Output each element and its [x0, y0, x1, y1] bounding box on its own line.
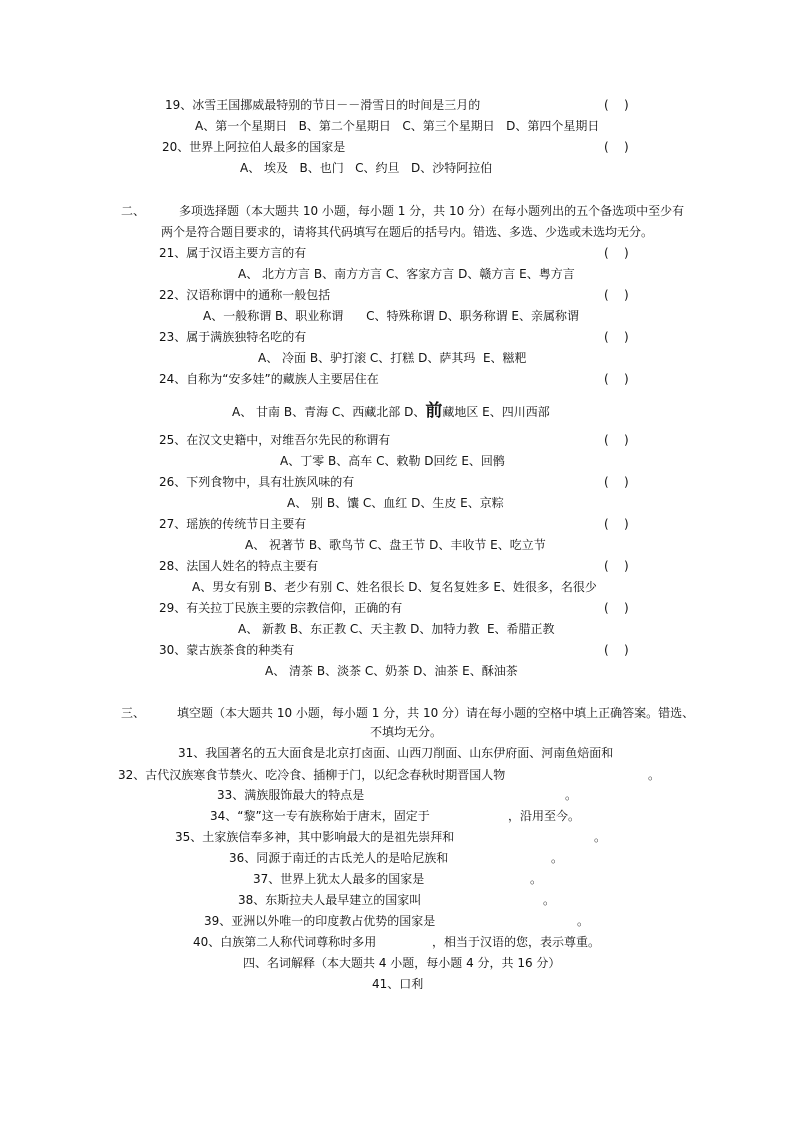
answer-paren-29: ( ) [604, 601, 629, 615]
section-4-heading: 四、名词解释（本大题共 4 小题，每小题 4 分，共 16 分） [243, 956, 561, 970]
question-24-options-part2: 藏地区 E、四川西部 [442, 405, 550, 419]
question-34-end: ，沿用至今。 [508, 809, 581, 823]
answer-paren-25: ( ) [604, 433, 629, 447]
question-40-end: ，相当于汉语的您，表示尊重。 [432, 935, 601, 949]
question-20-options: A、 埃及 B、也门 C、约旦 D、沙特阿拉伯 [240, 161, 493, 175]
question-36: 36、同源于南迁的古氐羌人的是哈尼族和 [229, 851, 449, 865]
answer-paren-30: ( ) [604, 643, 629, 657]
question-32: 32、古代汉族寒食节禁火、吃冷食、插柳于门，以纪念春秋时期晋国人物 [118, 768, 506, 782]
question-21: 21、属于汉语主要方言的有 [159, 246, 307, 260]
question-28-options: A、男女有别 B、老少有别 C、姓名很长 D、复名复姓多 E、姓很多，名很少 [192, 580, 597, 594]
question-30: 30、蒙古族茶食的种类有 [159, 643, 295, 657]
question-25-options: A、丁零 B、高车 C、敕勒 D回纥 E、回鹘 [280, 454, 505, 468]
question-22: 22、汉语称谓中的通称一般包括 [159, 288, 331, 302]
question-37: 37、世界上犹太人最多的国家是 [253, 872, 425, 886]
question-38: 38、东斯拉夫人最早建立的国家叫 [238, 893, 422, 907]
question-28: 28、法国人姓名的特点主要有 [159, 559, 319, 573]
question-21-options: A、 北方方言 B、南方方言 C、客家方言 D、赣方言 E、粤方言 [238, 267, 575, 281]
question-35: 35、土家族信奉多神，其中影响最大的是祖先崇拜和 [175, 830, 455, 844]
question-24-options [232, 403, 550, 420]
question-24: 24、自称为“安多娃”的藏族人主要居住在 [159, 372, 379, 386]
answer-paren-19: ( ) [604, 98, 629, 112]
answer-paren-20: ( ) [604, 140, 629, 154]
section-3-heading-line1: 填空题（本大题共 10 小题，每小题 1 分，共 10 分）请在每小题的空格中填上正确答案。错选、 [177, 706, 695, 720]
question-39-end: 。 [577, 914, 590, 928]
answer-paren-28: ( ) [604, 559, 629, 573]
question-29: 29、有关拉丁民族主要的宗教信仰，正确的有 [159, 601, 403, 615]
question-29-options: A、 新教 B、东正教 C、天主教 D、加特力教 E、希腊正教 [238, 622, 555, 636]
answer-paren-26: ( ) [604, 475, 629, 489]
question-32-end: 。 [648, 768, 661, 782]
question-33-end: 。 [565, 788, 578, 802]
question-24-options-large-glyph: 前 [425, 401, 443, 421]
answer-paren-24: ( ) [604, 372, 629, 386]
question-38-end: 。 [543, 893, 556, 907]
question-27-options: A、 祝著节 B、歌鸟节 C、盘王节 D、丰收节 E、吃立节 [245, 538, 546, 552]
answer-paren-22: ( ) [604, 288, 629, 302]
section-3-heading-line2: 不填均无分。 [370, 725, 443, 739]
question-26: 26、下列食物中，具有壮族风味的有 [159, 475, 355, 489]
question-20: 20、世界上阿拉伯人最多的国家是 [162, 140, 346, 154]
question-31: 31、我国著名的五大面食是北京打卤面、山西刀削面、山东伊府面、河南鱼焙面和 [178, 746, 614, 760]
question-41: 41、口利 [372, 977, 424, 991]
section-2-heading-line1: 多项选择题（本大题共 10 小题，每小题 1 分，共 10 分）在每小题列出的五个备选项中至少有 [179, 204, 685, 218]
answer-paren-23: ( ) [604, 330, 629, 344]
answer-paren-21: ( ) [604, 246, 629, 260]
section-2-number: 二、 [121, 204, 146, 218]
question-19: 19、冰雪王国挪威最特别的节日－－滑雪日的时间是三月的 [165, 98, 481, 112]
question-33: 33、满族服饰最大的特点是 [217, 788, 365, 802]
question-25: 25、在汉文史籍中，对维吾尔先民的称谓有 [159, 433, 391, 447]
question-27: 27、瑶族的传统节日主要有 [159, 517, 307, 531]
question-34: 34、“黎”这一专有族称始于唐末，固定于 [210, 809, 430, 823]
section-2-heading-line2: 两个是符合题目要求的，请将其代码填写在题后的括号内。错选、多选、少选或未选均无分。 [161, 225, 654, 239]
question-24-options-part1: A、 甘南 B、青海 C、西藏北部 D、 [232, 405, 426, 419]
question-19-options: A、第一个星期日 B、第二个星期日 C、第三个星期日 D、第四个星期日 [195, 119, 600, 133]
section-3-number: 三、 [121, 706, 146, 720]
question-22-options: A、一般称谓 B、职业称谓 C、特殊称谓 D、职务称谓 E、亲属称谓 [203, 309, 579, 323]
question-35-end: 。 [594, 830, 607, 844]
question-23: 23、属于满族独特名吃的有 [159, 330, 307, 344]
question-30-options: A、 清茶 B、淡茶 C、奶茶 D、油茶 E、酥油茶 [265, 664, 518, 678]
question-23-options: A、 冷面 B、驴打滚 C、打糕 D、萨其玛 E、糍粑 [258, 351, 527, 365]
question-26-options: A、 别 B、馕 C、血红 D、生皮 E、京粽 [287, 496, 504, 510]
answer-paren-27: ( ) [604, 517, 629, 531]
question-36-end: 。 [551, 851, 564, 865]
question-39: 39、亚洲以外唯一的印度教占优势的国家是 [204, 914, 436, 928]
question-40: 40、白族第二人称代词尊称时多用 [193, 935, 377, 949]
question-37-end: 。 [530, 872, 543, 886]
